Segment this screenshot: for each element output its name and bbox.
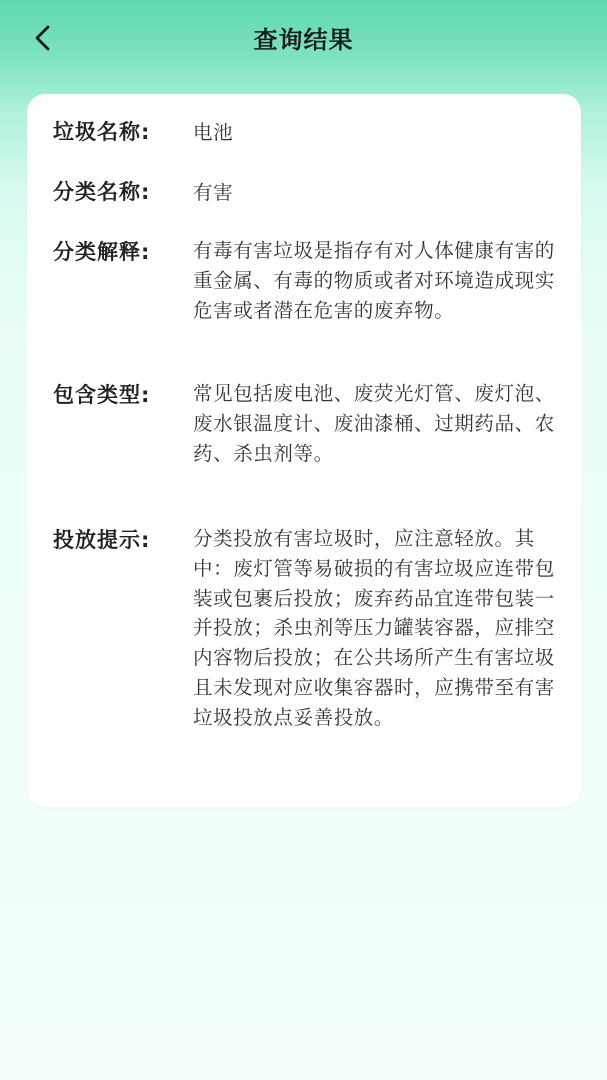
garbage-name-value: 电池 xyxy=(193,121,234,144)
garbage-name-label: 垃圾名称: xyxy=(53,120,151,144)
disposal-tips-value: 分类投放有害垃圾时，应注意轻放。其中：废灯管等易破损的有害垃圾应连带包装或包裹后投放；废弃药品宜连带包装一并投放；杀虫剂等压力罐装容器，应排空内容物后投放；在公共场所产生有害垃圾且未发现对应收集容器时，应携带至有害垃圾投放点妥善投放。 xyxy=(193,527,555,729)
category-name-row xyxy=(53,176,563,208)
category-explanation-label: 分类解释: xyxy=(53,240,151,264)
result-card xyxy=(27,94,581,807)
included-types-value: 常见包括废电池、废荧光灯管、废灯泡、废水银温度计、废油漆桶、过期药品、农药、杀虫剂等。 xyxy=(193,382,555,465)
category-name-label: 分类名称: xyxy=(53,180,151,204)
included-types-row xyxy=(53,379,563,468)
category-explanation-value: 有毒有害垃圾是指存有对人体健康有害的重金属、有毒的物质或者对环境造成现实危害或者潜在危害的废弃物。 xyxy=(193,239,555,322)
included-types-label: 包含类型: xyxy=(53,383,151,407)
disposal-tips-row xyxy=(53,524,563,733)
category-name-value: 有害 xyxy=(193,181,234,204)
top-bar xyxy=(0,0,607,76)
page-title: 查询结果 xyxy=(253,26,354,54)
garbage-name-row xyxy=(53,116,563,148)
category-explanation-row xyxy=(53,236,563,325)
disposal-tips-label: 投放提示: xyxy=(53,528,151,552)
